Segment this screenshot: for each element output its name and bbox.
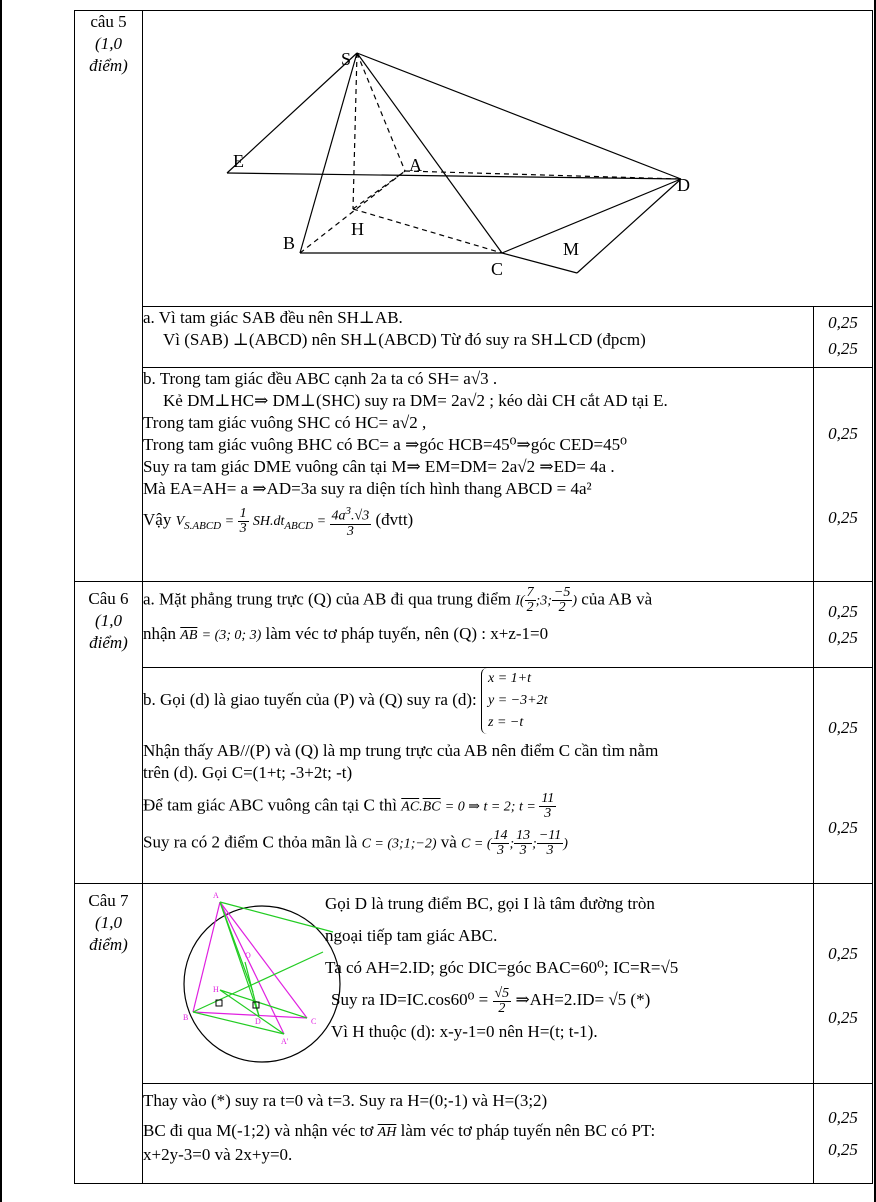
q6a-text [143,582,814,668]
vector-AB: $\overline{AB}$ [180,628,198,643]
q6b-line4-prefix: Để tam giác ABC vuông cân tại C thì [143,795,398,815]
q7a-line4 [325,984,805,1016]
sys-z: z = −t [488,715,524,730]
q7-label: Câu 7 [88,891,129,910]
q6b-line5 [143,829,813,858]
q6b-text [143,668,814,884]
q7a-line2: ngoại tiếp tam giác ABC. [325,926,498,945]
frac-sqrt5-2: $\frac{√5}{2}$ [494,985,510,1016]
q7a-score-cell [814,884,873,1084]
q5a-line1: a. Vì tam giác SAB đều nên SH⊥AB. [143,308,403,327]
q7b-score2: 0,25 [828,1140,858,1159]
q7a-score2: 0,25 [828,1008,858,1027]
pyramid-figure [143,11,876,305]
q7-points: (1,0 điểm) [89,913,128,954]
point-c2-close: ) [563,836,568,852]
line-d-system [481,668,547,734]
q5b-text [143,368,814,582]
fig7-label-H: H [213,985,219,994]
frac-1-3: $\frac{1}{3}$ [239,505,247,536]
q6b-line3: trên (d). Gọi C=(1+t; -3+2t; -t) [143,763,353,782]
q7a-score1: 0,25 [828,944,858,963]
fig7-label-C: C [311,1017,317,1026]
q7b-text [143,1084,814,1184]
frac-m11-3: $\frac{-11}{3}$ [538,828,562,858]
sys-y: y = −3+2t [488,693,548,708]
label-A: A [409,155,422,175]
q7a-line5: Vì H thuộc (d): x-y-1=0 nên H=(t; t-1). [331,1022,598,1041]
q7b-line2 [143,1120,813,1144]
q5b-score2: 0,25 [828,508,858,527]
q6b-line1 [143,668,813,734]
label-S: S [341,49,352,69]
q5b-score1: 0,25 [828,424,858,443]
q6a-line2 [143,623,813,647]
vector-AC: $\overline{AC}$ [401,799,420,815]
point-c2: C = ( [461,836,492,852]
q5a-score1: 0,25 [828,313,858,332]
frac-14-3: $\frac{14}{3}$ [493,828,508,858]
q7a-line4-suffix: ⇒AH=2.ID= √5 (*) [515,990,651,1009]
vector-AH: $\overline{AH}$ [377,1125,397,1140]
q7b-score-cell [814,1084,873,1184]
frac-13-3: $\frac{13}{3}$ [516,828,531,858]
eq-zero: = 0 ⇒ t = 2; t = [444,799,540,815]
q5b-line7-prefix: Vậy [143,510,172,530]
q5a-text [143,307,814,368]
q5b-line5: Suy ra tam giác DME vuông cân tại M⇒ EM=DM= 2a√2 ⇒ED= 4a . [143,457,615,476]
q7b-line2-suffix: làm véc tơ pháp tuyến nên BC có PT: [400,1121,656,1140]
q6-label: Câu 6 [88,589,129,608]
vector-AB-value: = (3; 0; 3) [201,628,262,643]
q7a-cell [143,884,814,1084]
q5b-score-cell [814,368,873,582]
q6a-score2: 0,25 [828,628,858,647]
q5a-line2: Vì (SAB) ⊥(ABCD) nên SH⊥(ABCD) Từ đó suy ra SH⊥CD (đpcm) [163,330,646,349]
q7a-text [325,888,805,1048]
frac-volume: $\frac{4a^3.√3}{3}$ [331,505,370,539]
label-M: M [563,239,580,259]
q7-label-cell [75,884,143,1184]
fig7-label-A2: A' [281,1037,289,1046]
fig7-label-D: D [255,1017,261,1026]
q6a-line1 [143,586,813,615]
q6b-line2: Nhận thấy AB//(P) và (Q) là mp trung trực của AB nên điểm C cần tìm nằm [143,741,659,760]
volume-formula-mid: $SH.dt_{ABCD}$ = [252,514,330,533]
sep2: ; [532,836,537,852]
q6a-score-cell [814,582,873,668]
label-D: D [677,175,690,195]
label-H: H [351,219,364,239]
q6b-line4 [143,792,813,821]
q7b-score1: 0,25 [828,1108,858,1127]
q5a-score-cell [814,307,873,368]
q5-figure-cell [143,11,873,307]
q7a-line4-prefix: Suy ra ID=IC.cos60⁰ = [331,990,489,1009]
q6-label-cell [75,582,143,884]
q5b-line6: Mà EA=AH= a ⇒AD=3a suy ra diện tích hình thang ABCD = 4a² [143,479,592,498]
q6b-line5-and: và [440,832,457,852]
q5b-line7 [143,504,813,539]
q6a-line2-prefix: nhận [143,624,177,643]
q6a-line1-suffix: của AB và [581,589,653,609]
q7b-line3: x+2y-3=0 và 2x+y=0. [143,1145,293,1164]
sys-x: x = 1+t [488,671,532,686]
q7b-line1: Thay vào (*) suy ra t=0 và t=3. Suy ra H=(0;-1) và H=(3;2) [143,1091,548,1110]
fig7-label-O: O [245,951,251,960]
fig7-label-B: B [183,1013,189,1022]
midpoint-I-mid: ;3; [535,593,552,609]
q5b-line7-suffix: (đvtt) [375,510,414,530]
q6b-score1: 0,25 [828,718,858,737]
q6a-line2-suffix: làm véc tơ pháp tuyến, nên (Q) : x+z-1=0 [265,624,549,643]
frac-11-3: $\frac{11}{3}$ [541,791,555,821]
point-c1: C = (3;1;−2) [361,836,437,852]
q7a-line3: Ta có AH=2.ID; góc DIC=góc BAC=60⁰; IC=R=√5 [325,958,679,977]
q5b-line2: Kẻ DM⊥HC⇒ DM⊥(SHC) suy ra DM= 2a√2 ; kéo dài CH cắt AD tại E. [163,391,668,410]
midpoint-I-close: ) [572,593,578,609]
q6a-score1: 0,25 [828,602,858,621]
midpoint-I: I( [515,593,525,609]
q6a-line1-prefix: a. Mặt phẳng trung trực (Q) của AB đi qua trung điểm [143,589,512,609]
q6b-score-cell [814,668,873,884]
answer-table [74,10,873,1184]
q6-points: (1,0 điểm) [89,611,128,652]
sep1: ; [509,836,515,852]
q5b-line3: Trong tam giác vuông SHC có HC= a√2 , [143,413,427,432]
q6b-line1-text: b. Gọi (d) là giao tuyến của (P) và (Q) suy ra (d): [143,689,477,709]
q7a-line1: Gọi D là trung điểm BC, gọi I là tâm đường tròn [325,894,655,913]
volume-formula: $V_{S.ABCD}$ = [175,514,238,533]
frac-m5-2: $\frac{-5}{2}$ [553,585,571,615]
q5b-line4: Trong tam giác vuông BHC có BC= a ⇒góc HCB=45⁰⇒góc CED=45⁰ [143,435,627,454]
q5-points: (1,0 điểm) [89,34,128,75]
q5-label-cell [75,11,143,582]
q5a-score2: 0,25 [828,339,858,358]
fig7-label-A: A [213,892,219,900]
label-E: E [233,151,244,171]
label-B: B [283,233,296,253]
q6b-score2: 0,25 [828,818,858,837]
q5b-line1: b. Trong tam giác đều ABC cạnh 2a ta có SH= a√3 . [143,369,498,388]
q5-label: câu 5 [90,12,127,31]
vector-BC: $\overline{BC}$ [422,799,441,815]
label-C: C [491,259,504,279]
dot: . [419,799,423,815]
frac-7-2: $\frac{7}{2}$ [526,585,534,615]
q7b-line2-prefix: BC đi qua M(-1;2) và nhận véc tơ [143,1121,374,1140]
q6b-line5-prefix: Suy ra có 2 điểm C thỏa mãn là [143,832,358,852]
